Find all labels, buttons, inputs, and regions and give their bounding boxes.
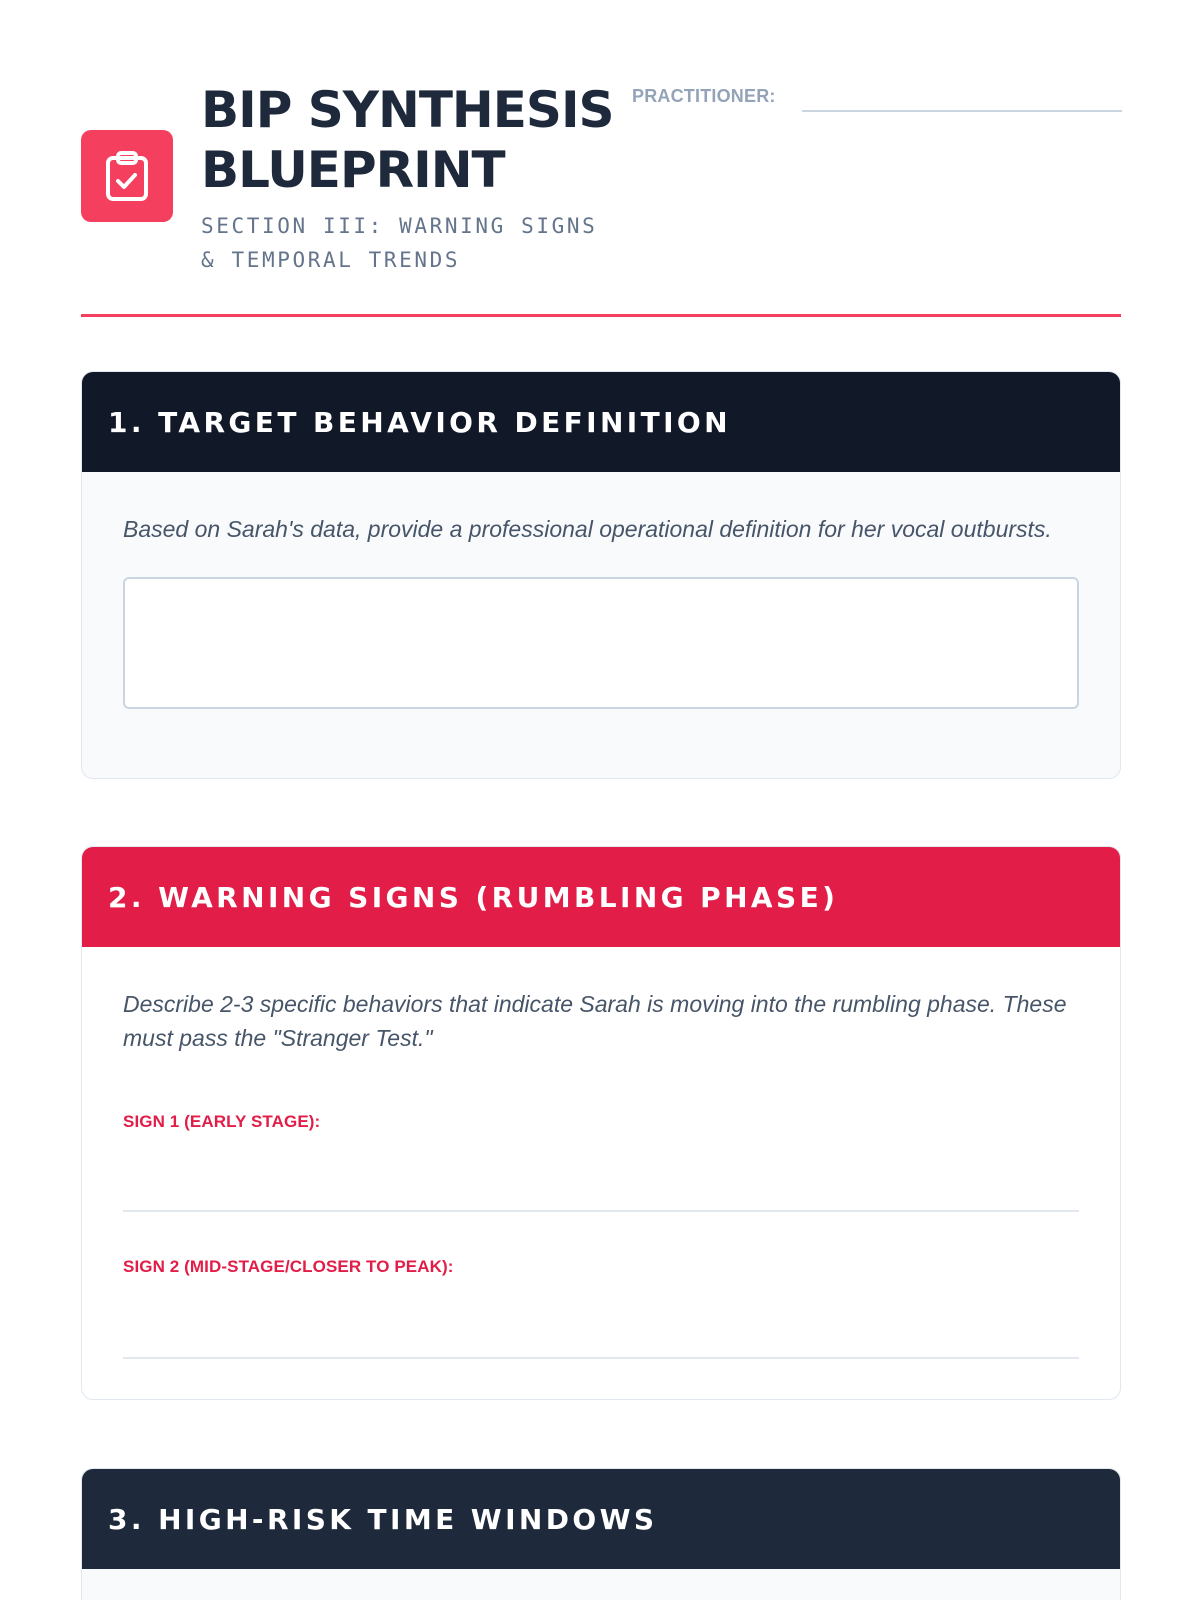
section-warning-signs (81, 846, 1121, 1400)
section-instructions: Describe 2-3 specific behaviors that indicate Sarah is moving into the rumbling phase. These must pass the "Stranger Test." (123, 991, 1067, 1051)
page-subtitle: SECTION III: WARNING SIGNS & TEMPORAL TRENDS (201, 214, 598, 272)
practitioner-label: PRACTITIONER: (632, 86, 776, 106)
clipboard-check-icon (81, 130, 173, 222)
section-target-behavior (81, 371, 1121, 779)
section-title: 3. HIGH-RISK TIME WINDOWS (108, 1502, 658, 1536)
definition-textarea[interactable] (123, 577, 1079, 709)
section-header (82, 372, 1120, 472)
sign-2-field[interactable] (123, 1357, 1079, 1359)
sign-1-field[interactable] (123, 1210, 1079, 1212)
section-title: 2. WARNING SIGNS (RUMBLING PHASE) (108, 880, 839, 914)
practitioner-field[interactable] (802, 110, 1122, 112)
sign-1-label: SIGN 1 (EARLY STAGE): (123, 1112, 321, 1131)
section-title: 1. TARGET BEHAVIOR DEFINITION (108, 405, 731, 439)
section-instructions: Based on Sarah's data, provide a professional operational definition for her vocal outbursts. (123, 516, 1052, 542)
section-high-risk-windows (81, 1468, 1121, 1600)
page-title: BIP SYNTHESIS BLUEPRINT (201, 81, 614, 199)
sign-2-label: SIGN 2 (MID-STAGE/CLOSER TO PEAK): (123, 1257, 454, 1276)
section-header (82, 847, 1120, 947)
section-header (82, 1469, 1120, 1569)
page-header (81, 80, 1121, 316)
header-divider (81, 314, 1121, 317)
